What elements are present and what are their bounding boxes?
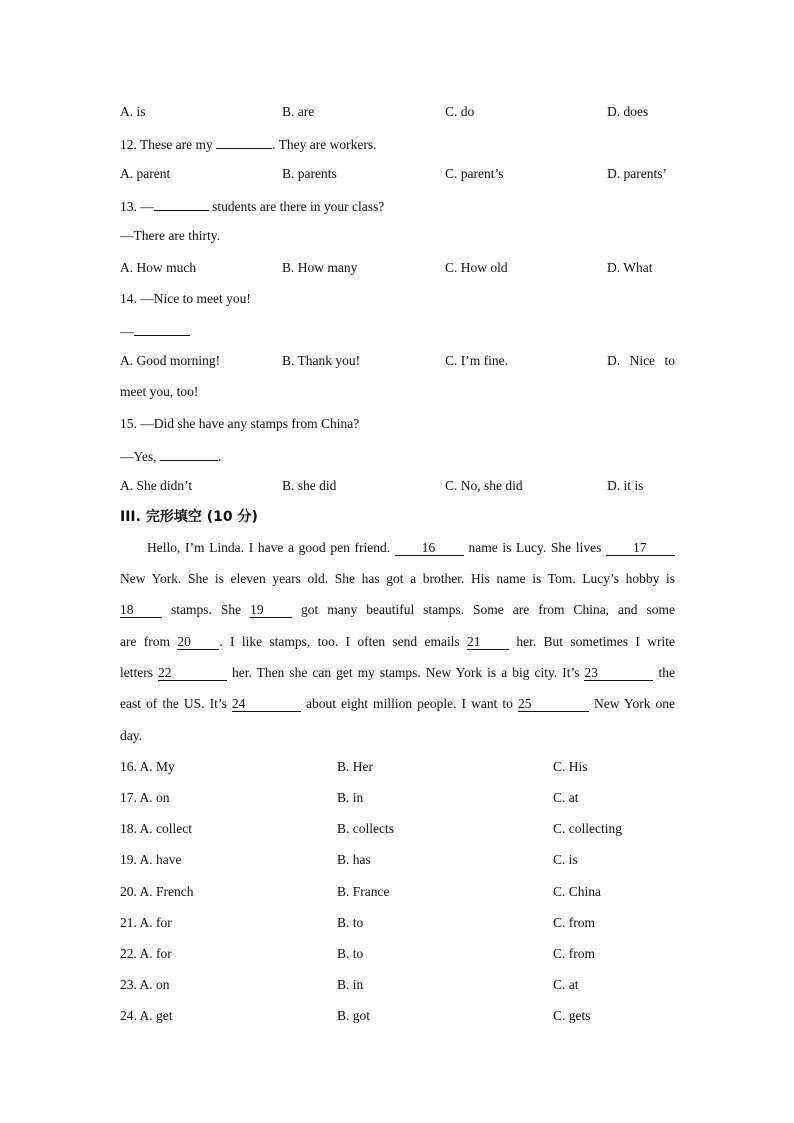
q15-option-a: A. She didn’t — [120, 478, 193, 493]
cloze-option-c: C. is — [553, 852, 578, 867]
cloze-blank-16: 16 — [395, 540, 464, 556]
q13-stem-pre: 13. — — [120, 199, 154, 214]
cloze-option-b: B. to — [337, 946, 364, 961]
cloze-options-21 — [120, 913, 675, 933]
q12-option-d: D. parents’ — [607, 166, 667, 181]
cloze-option-c: C. from — [553, 915, 595, 930]
cloze-text: her. But sometimes I write — [509, 634, 675, 649]
q13-stem-post: students are there in your class? — [208, 199, 385, 214]
cloze-options-19 — [120, 850, 675, 870]
cloze-option-a: 18. A. collect — [120, 821, 192, 836]
q15-option-b: B. she did — [282, 478, 337, 493]
cloze-text: about eight million people. I want to — [300, 696, 518, 711]
cloze-option-a: 22. A. for — [120, 946, 172, 961]
cloze-line-5 — [120, 663, 675, 683]
section-3-heading: III. 完形填空 (10 分) — [120, 509, 258, 525]
q12-stem — [120, 133, 675, 153]
q14-option-c: C. I’m fine. — [445, 353, 508, 368]
q12-option-a: A. parent — [120, 166, 171, 181]
q15-stem: 15. —Did she have any stamps from China? — [120, 416, 360, 431]
cloze-option-c: C. His — [553, 759, 588, 774]
cloze-option-b: B. collects — [337, 821, 394, 836]
cloze-text: got many beautiful stamps. Some are from China, and some — [292, 602, 675, 617]
cloze-option-a: 19. A. have — [120, 852, 182, 867]
q15-option-c: C. No, she did — [445, 478, 523, 493]
cloze-option-b: B. Her — [337, 759, 373, 774]
cloze-line-1 — [120, 538, 675, 558]
cloze-text: stamps. She — [162, 602, 251, 617]
cloze-line-4 — [120, 632, 675, 652]
cloze-options-17 — [120, 788, 675, 808]
q13-option-b: B. How many — [282, 260, 358, 275]
cloze-options-22 — [120, 944, 675, 964]
q14-option-d-continued: meet you, too! — [120, 384, 199, 399]
q12-stem-pre: 12. These are my — [120, 137, 217, 152]
cloze-option-b: B. France — [337, 884, 390, 899]
q14-option-d: D. Nice to — [607, 353, 675, 368]
cloze-option-b: B. in — [337, 977, 364, 992]
cloze-text: east of the US. It’s — [120, 696, 232, 711]
cloze-blank-21: 21 — [467, 634, 509, 650]
q14-blank — [134, 320, 190, 336]
q14-option-a: A. Good morning! — [120, 353, 221, 368]
q13-reply: —There are thirty. — [120, 228, 220, 243]
q13-stem — [120, 195, 675, 215]
cloze-option-b: B. got — [337, 1008, 371, 1023]
cloze-blank-22: 22 — [158, 665, 227, 681]
cloze-blank-25: 25 — [518, 696, 589, 712]
q12-stem-post: . They are workers. — [272, 137, 377, 152]
q15-blank — [160, 445, 218, 461]
cloze-option-a: 23. A. on — [120, 977, 170, 992]
q15-reply-post: . — [217, 449, 222, 464]
cloze-option-a: 17. A. on — [120, 790, 170, 805]
q12-blank — [216, 133, 272, 149]
cloze-text: name is Lucy. She lives — [463, 540, 606, 555]
cloze-option-a: 24. A. get — [120, 1008, 173, 1023]
q15-options — [120, 476, 675, 496]
q11-option-b: B. are — [282, 104, 315, 119]
q14-reply — [120, 320, 675, 340]
cloze-text: . I like stamps, too. I often send emails — [219, 634, 468, 649]
cloze-blank-19: 19 — [250, 602, 292, 618]
cloze-line-2: New York. She is eleven years old. She has got a brother. His name is Tom. Lucy’s hobby is — [120, 571, 675, 586]
q11-options — [120, 102, 675, 122]
q13-option-c: C. How old — [445, 260, 508, 275]
q13-option-d: D. What — [607, 260, 653, 275]
cloze-blank-17: 17 — [606, 540, 675, 556]
cloze-option-a: 16. A. My — [120, 759, 175, 774]
cloze-options-18 — [120, 819, 675, 839]
cloze-text: Hello, I’m Linda. I have a good pen friend. — [147, 540, 395, 555]
cloze-option-c: C. at — [553, 977, 579, 992]
cloze-option-b: B. to — [337, 915, 364, 930]
q15-reply — [120, 445, 675, 465]
q13-blank — [154, 195, 209, 211]
cloze-text: the — [653, 665, 675, 680]
cloze-line-3 — [120, 600, 675, 620]
q12-options — [120, 164, 675, 184]
cloze-options-23 — [120, 975, 675, 995]
q15-option-d: D. it is — [607, 478, 644, 493]
q11-option-c: C. do — [445, 104, 475, 119]
cloze-text: New York one — [588, 696, 675, 711]
cloze-option-b: B. in — [337, 790, 364, 805]
cloze-blank-24: 24 — [232, 696, 301, 712]
q11-option-a: A. is — [120, 104, 146, 119]
cloze-blank-23: 23 — [584, 665, 653, 681]
cloze-option-b: B. has — [337, 852, 371, 867]
cloze-text: are from — [120, 634, 178, 649]
cloze-line-6 — [120, 694, 675, 714]
cloze-option-c: C. China — [553, 884, 602, 899]
cloze-text: her. Then she can get my stamps. New York is a big city. It’s — [227, 665, 585, 680]
q14-option-b: B. Thank you! — [282, 353, 361, 368]
cloze-options-20 — [120, 882, 675, 902]
cloze-text: letters — [120, 665, 158, 680]
cloze-option-c: C. at — [553, 790, 579, 805]
cloze-option-c: C. collecting — [553, 821, 622, 836]
cloze-options-16 — [120, 757, 675, 777]
q15-reply-pre: —Yes, — [120, 449, 160, 464]
q12-option-b: B. parents — [282, 166, 337, 181]
cloze-option-c: C. from — [553, 946, 595, 961]
q14-reply-pre: — — [120, 324, 134, 339]
cloze-option-a: 20. A. French — [120, 884, 194, 899]
cloze-blank-18: 18 — [120, 602, 162, 618]
cloze-option-a: 21. A. for — [120, 915, 172, 930]
cloze-line-7: day. — [120, 728, 142, 743]
q14-stem: 14. —Nice to meet you! — [120, 291, 251, 306]
cloze-options-24 — [120, 1006, 675, 1026]
q11-option-d: D. does — [607, 104, 649, 119]
q13-option-a: A. How much — [120, 260, 197, 275]
cloze-blank-20: 20 — [177, 634, 219, 650]
q12-option-c: C. parent’s — [445, 166, 504, 181]
q13-options — [120, 258, 675, 278]
q14-options — [120, 351, 675, 371]
cloze-option-c: C. gets — [553, 1008, 591, 1023]
